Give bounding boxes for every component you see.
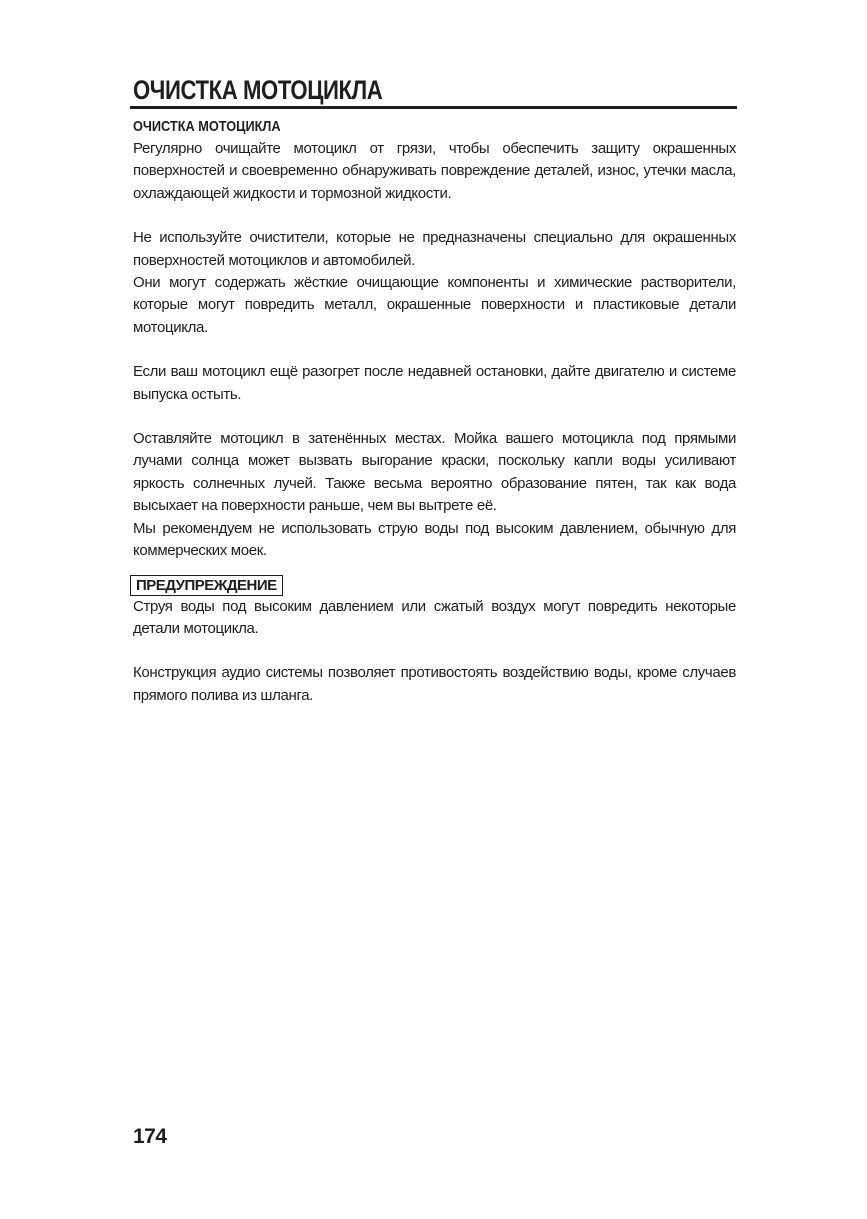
paragraph-regular-cleaning: Регулярно очищайте мотоцикл от грязи, чтобы обеспечить защиту окрашенных поверхностей и своевременно обнаруживать повреждение деталей, износ, утечки масла, охлаждающей жидкости и тормозной жидкости. (133, 140, 736, 202)
warning-block (133, 575, 736, 641)
paragraph-cleaner-warning: Не используйте очистители, которые не предназначены специально для окрашенных поверхностей мотоциклов и автомобилей. (133, 229, 736, 269)
paragraph-shade: Оставляйте мотоцикл в затенённых местах. Мойка вашего мотоцикла под прямыми лучами солнца может вызвать выгорание краски, поскольку капли воды усиливают яркость солнечных лучей. Также весьма вероятно образование пятен, так как вода высыхает на поверхности раньше, чем вы вытрете её. (133, 430, 736, 515)
section-heading: ОЧИСТКА МОТОЦИКЛА (133, 118, 281, 135)
page-title: ОЧИСТКА МОТОЦИКЛА (133, 75, 383, 105)
page-number: 174 (133, 1125, 167, 1148)
paragraph-cool-down: Если ваш мотоцикл ещё разогрет после недавней остановки, дайте двигателю и системе выпуска остыть. (133, 363, 736, 403)
warning-label: ПРЕДУПРЕЖДЕНИЕ (130, 575, 283, 596)
paragraph-harsh-components: Они могут содержать жёсткие очищающие компоненты и химические растворители, которые могут повредить металл, окрашенные поверхности и пластиковые детали мотоцикла. (133, 274, 736, 336)
warning-text: Струя воды под высоким давлением или сжатый воздух могут повредить некоторые детали мотоцикла. (133, 597, 736, 637)
title-divider (130, 106, 737, 109)
paragraph-high-pressure: Мы рекомендуем не использовать струю воды под высоким давлением, обычную для коммерческих моек. (133, 519, 736, 560)
page-content (133, 116, 736, 707)
paragraph-audio-system: Конструкция аудио системы позволяет противостоять воздействию воды, кроме случаев прямого полива из шланга. (133, 664, 736, 704)
